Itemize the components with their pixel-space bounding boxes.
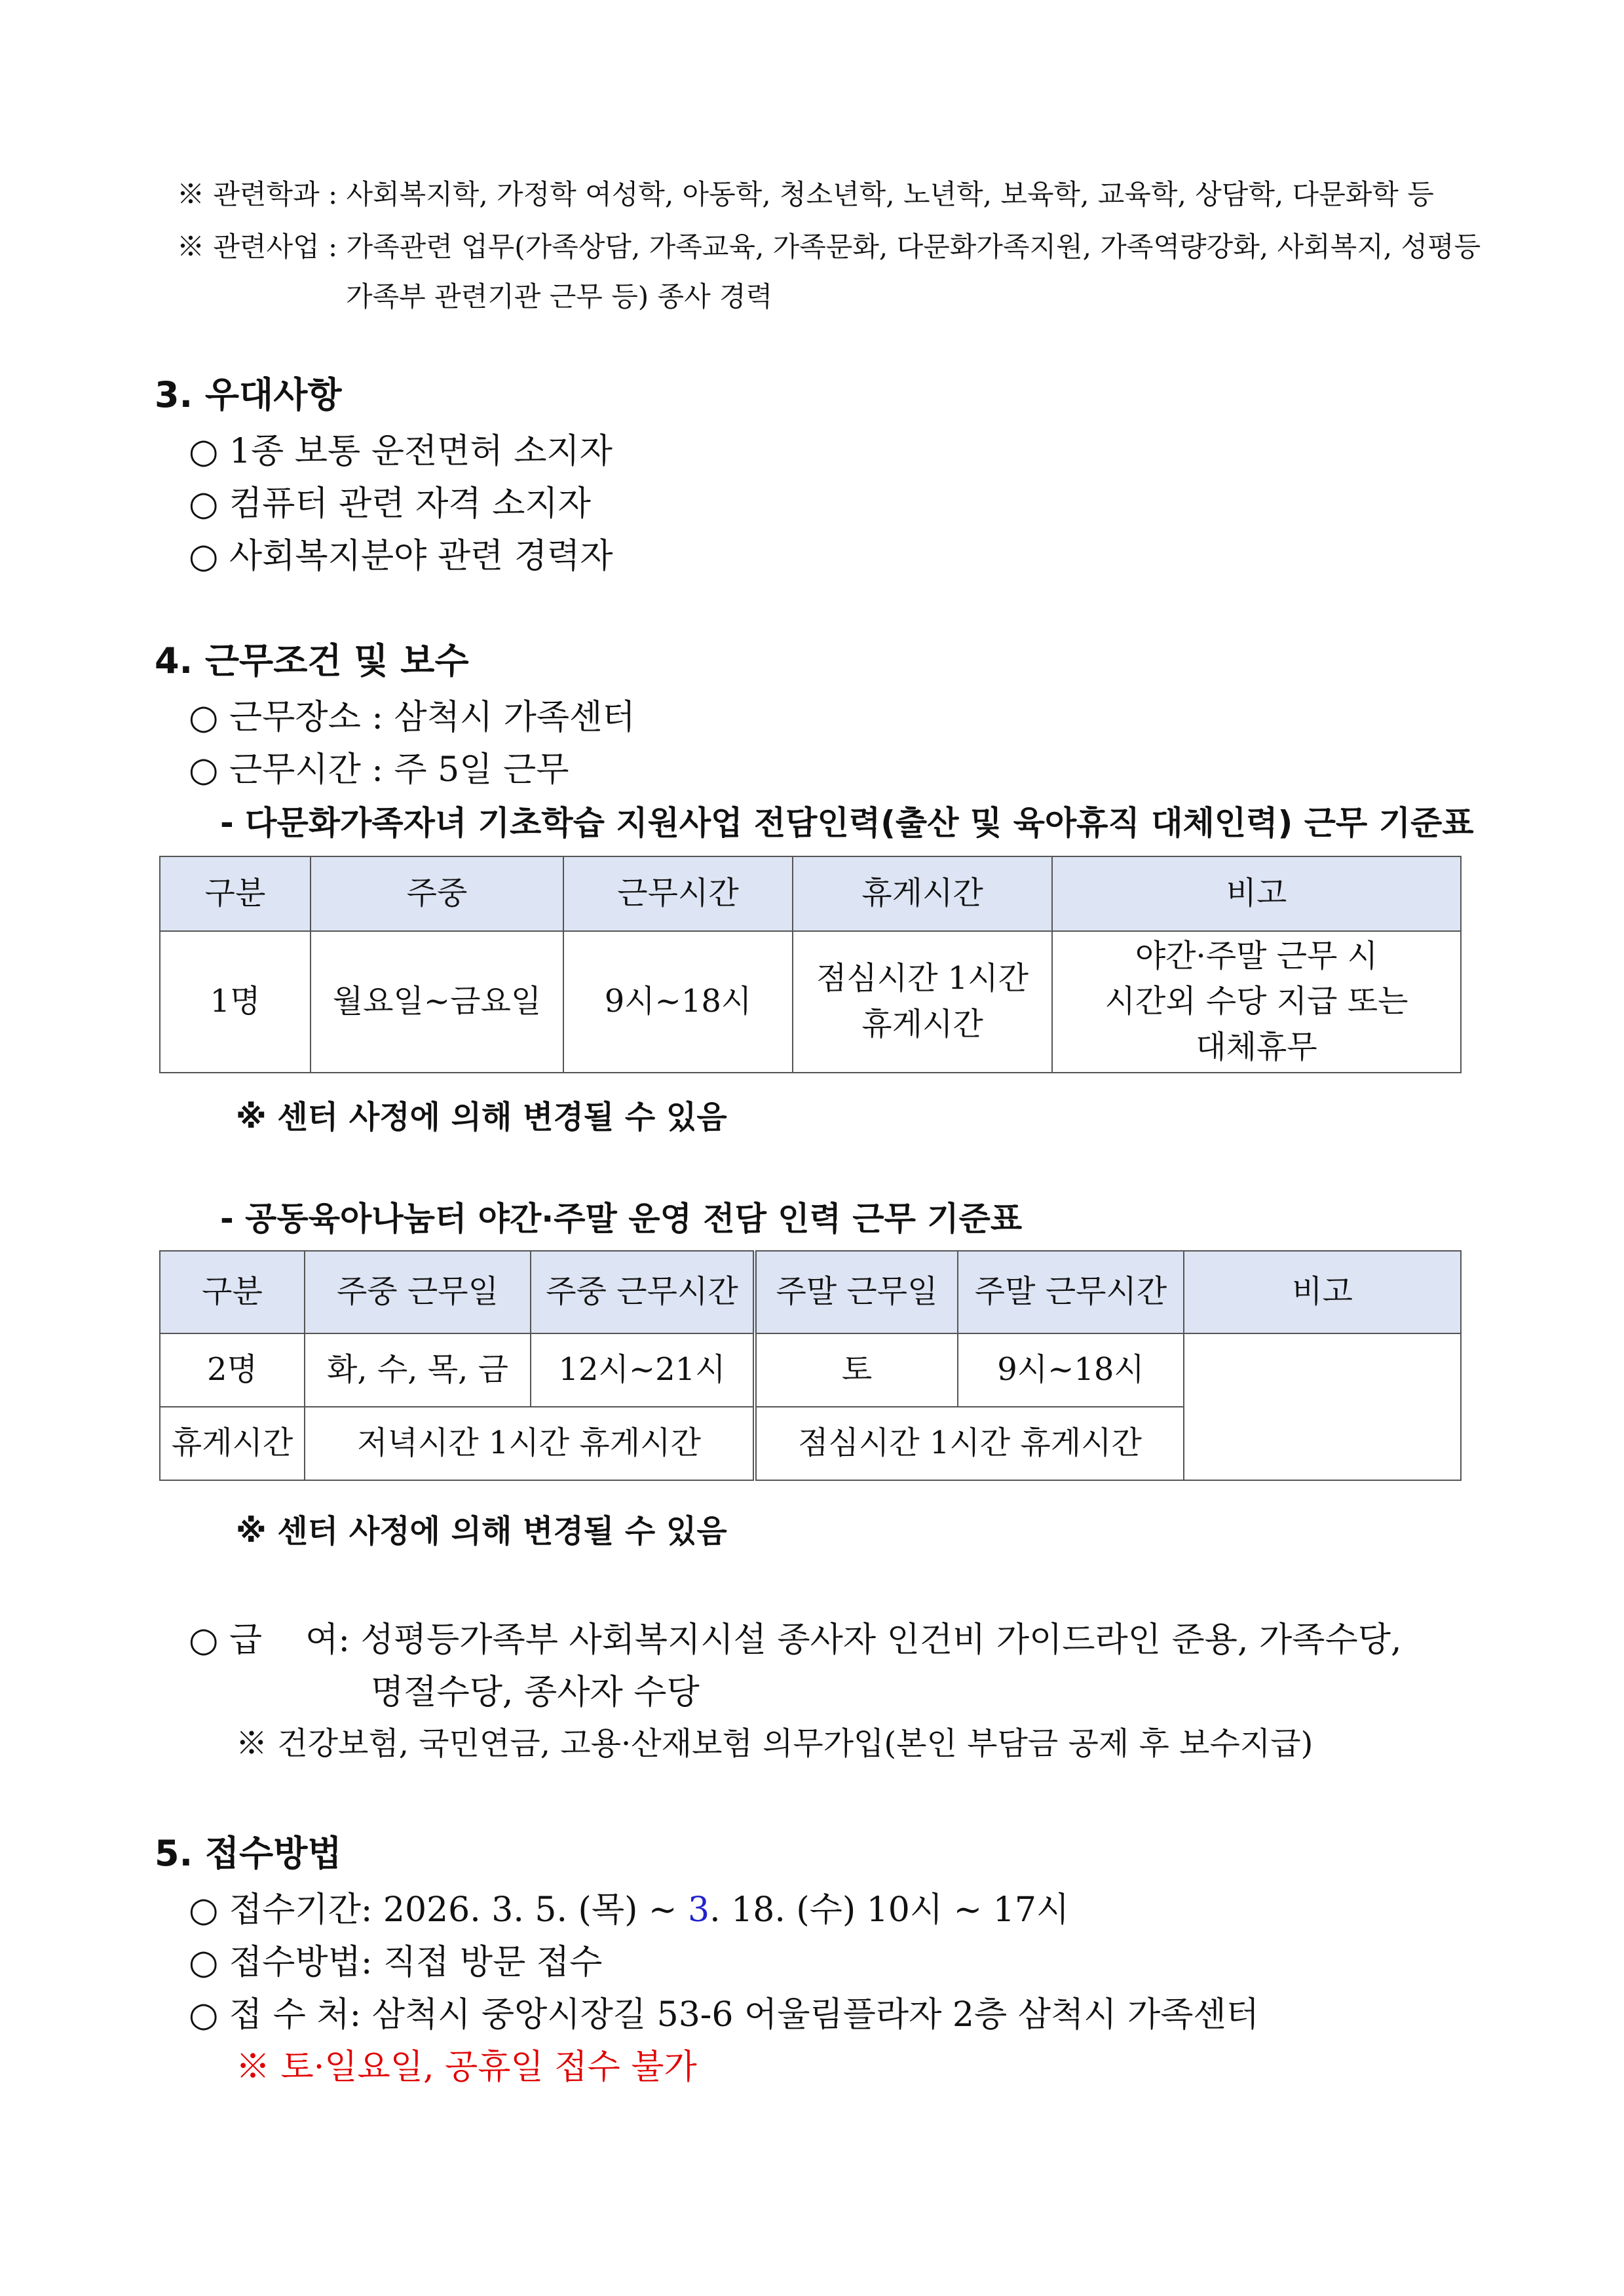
table2-header-remark: 비고 <box>1184 1251 1461 1333</box>
insurance-note: ※ 건강보험, 국민연금, 고용·산재보험 의무가입(본인 부담금 공제 후 보수지급) <box>236 1725 1313 1762</box>
table2-cell-weekend-rest: 점심시간 1시간 휴게시간 <box>755 1407 1184 1480</box>
period-end-month: 3 <box>688 1890 710 1930</box>
application-method: ○ 접수방법: 직접 방문 접수 <box>189 1943 603 1982</box>
table2-note: ※ 센터 사정에 의해 변경될 수 있음 <box>236 1513 727 1550</box>
table2-header-weekday-days: 주중 근무일 <box>305 1251 531 1333</box>
table2-schedule <box>159 1250 1462 1481</box>
table1-header-rest: 휴게시간 <box>793 856 1052 931</box>
period-end-rest: . 18. (수) 10시 ~ 17시 <box>709 1890 1070 1930</box>
table2-cell-rest-label: 휴게시간 <box>160 1407 305 1480</box>
table1-remark-line3: 대체휴무 <box>1196 1028 1317 1065</box>
table2-header-weekday-hours: 주중 근무시간 <box>531 1251 755 1333</box>
table2-cell-weekend-days: 토 <box>755 1333 958 1407</box>
work-hours: ○ 근무시간 : 주 5일 근무 <box>189 750 569 790</box>
table2-header-category: 구분 <box>160 1251 305 1333</box>
table1-caption: - 다문화가족자녀 기초학습 지원사업 전담인력(출산 및 육아휴직 대체인력) 근무 기준표 <box>220 804 1474 842</box>
section3-title: 3. 우대사항 <box>155 374 342 415</box>
work-place: ○ 근무장소 : 삼척시 가족센터 <box>189 698 635 737</box>
table1-cell-remark <box>1052 931 1461 1073</box>
table1-header-remark: 비고 <box>1052 856 1461 931</box>
period-start: ○ 접수기간: 2026. 3. 5. (목) ~ <box>189 1890 688 1930</box>
table2-cell-remark <box>1184 1333 1461 1480</box>
table2-cell-weekday-days: 화, 수, 목, 금 <box>305 1333 531 1407</box>
section5-title: 5. 접수방법 <box>155 1833 342 1874</box>
table2-cell-weekend-hours: 9시~18시 <box>958 1333 1184 1407</box>
table1-cell-count: 1명 <box>160 931 311 1073</box>
table2-header-weekend-hours: 주말 근무시간 <box>958 1251 1184 1333</box>
preference-item-computer: ○ 컴퓨터 관련 자격 소지자 <box>189 484 591 524</box>
pay-text: 성평등가족부 사회복지시설 종사자 인건비 가이드라인 준용, 가족수당, <box>360 1620 1402 1660</box>
table1-remark-line2: 시간외 수당 지급 또는 <box>1105 983 1408 1020</box>
related-biz-text: 가족관련 업무(가족상담, 가족교육, 가족문화, 다문화가족지원, 가족역량강화, 사회복지, 성평등 <box>346 231 1481 263</box>
preference-item-license: ○ 1종 보통 운전면허 소지자 <box>189 432 613 471</box>
related-biz-label: ※ 관련사업 : <box>177 231 347 263</box>
table2-cell-count: 2명 <box>160 1333 305 1407</box>
related-biz-text-cont: 가족부 관련기관 근무 등) 종사 경력 <box>346 280 773 313</box>
table1-remark-line1: 야간·주말 근무 시 <box>1135 937 1378 974</box>
table2-cell-weekday-rest: 저녁시간 1시간 휴게시간 <box>305 1407 755 1480</box>
table2-caption: - 공동육아나눔터 야간·주말 운영 전담 인력 근무 기준표 <box>220 1200 1023 1238</box>
related-dept-label: ※ 관련학과 : <box>177 178 347 210</box>
table1-header-hours: 근무시간 <box>563 856 793 931</box>
table1-cell-rest <box>793 931 1052 1073</box>
table2-cell-weekday-hours: 12시~21시 <box>531 1333 755 1407</box>
related-biz-note <box>177 225 1481 265</box>
pay-label: ○ 급 여: <box>189 1620 361 1660</box>
application-place: ○ 접 수 처: 삼척시 중앙시장길 53-6 어울림플라자 2층 삼척시 가족센터 <box>189 1995 1259 2035</box>
related-dept-note <box>177 173 1434 212</box>
pay-text-cont: 명절수당, 종사자 수당 <box>371 1673 700 1712</box>
table1-header-category: 구분 <box>160 856 311 931</box>
application-warning: ※ 토·일요일, 공휴일 접수 불가 <box>236 2048 697 2087</box>
related-dept-text: 사회복지학, 가정학 여성학, 아동학, 청소년학, 노년학, 보육학, 교육학, 상담학, 다문화학 등 <box>346 178 1434 210</box>
application-period <box>189 1882 1069 1931</box>
table2-header-weekend-days: 주말 근무일 <box>755 1251 958 1333</box>
table1-header-weekday: 주중 <box>311 856 563 931</box>
section4-title: 4. 근무조건 및 보수 <box>155 640 469 681</box>
table1-note: ※ 센터 사정에 의해 변경될 수 있음 <box>236 1099 727 1136</box>
preference-item-welfare: ○ 사회복지분야 관련 경력자 <box>189 537 613 576</box>
pay-line <box>189 1612 1402 1661</box>
table1-rest-line2: 휴게시간 <box>861 1006 983 1043</box>
table1-rest-line1: 점심시간 1시간 <box>816 960 1029 997</box>
table1-cell-hours: 9시~18시 <box>563 931 793 1073</box>
table1-cell-days: 월요일~금요일 <box>311 931 563 1073</box>
table1-schedule <box>159 856 1462 1073</box>
